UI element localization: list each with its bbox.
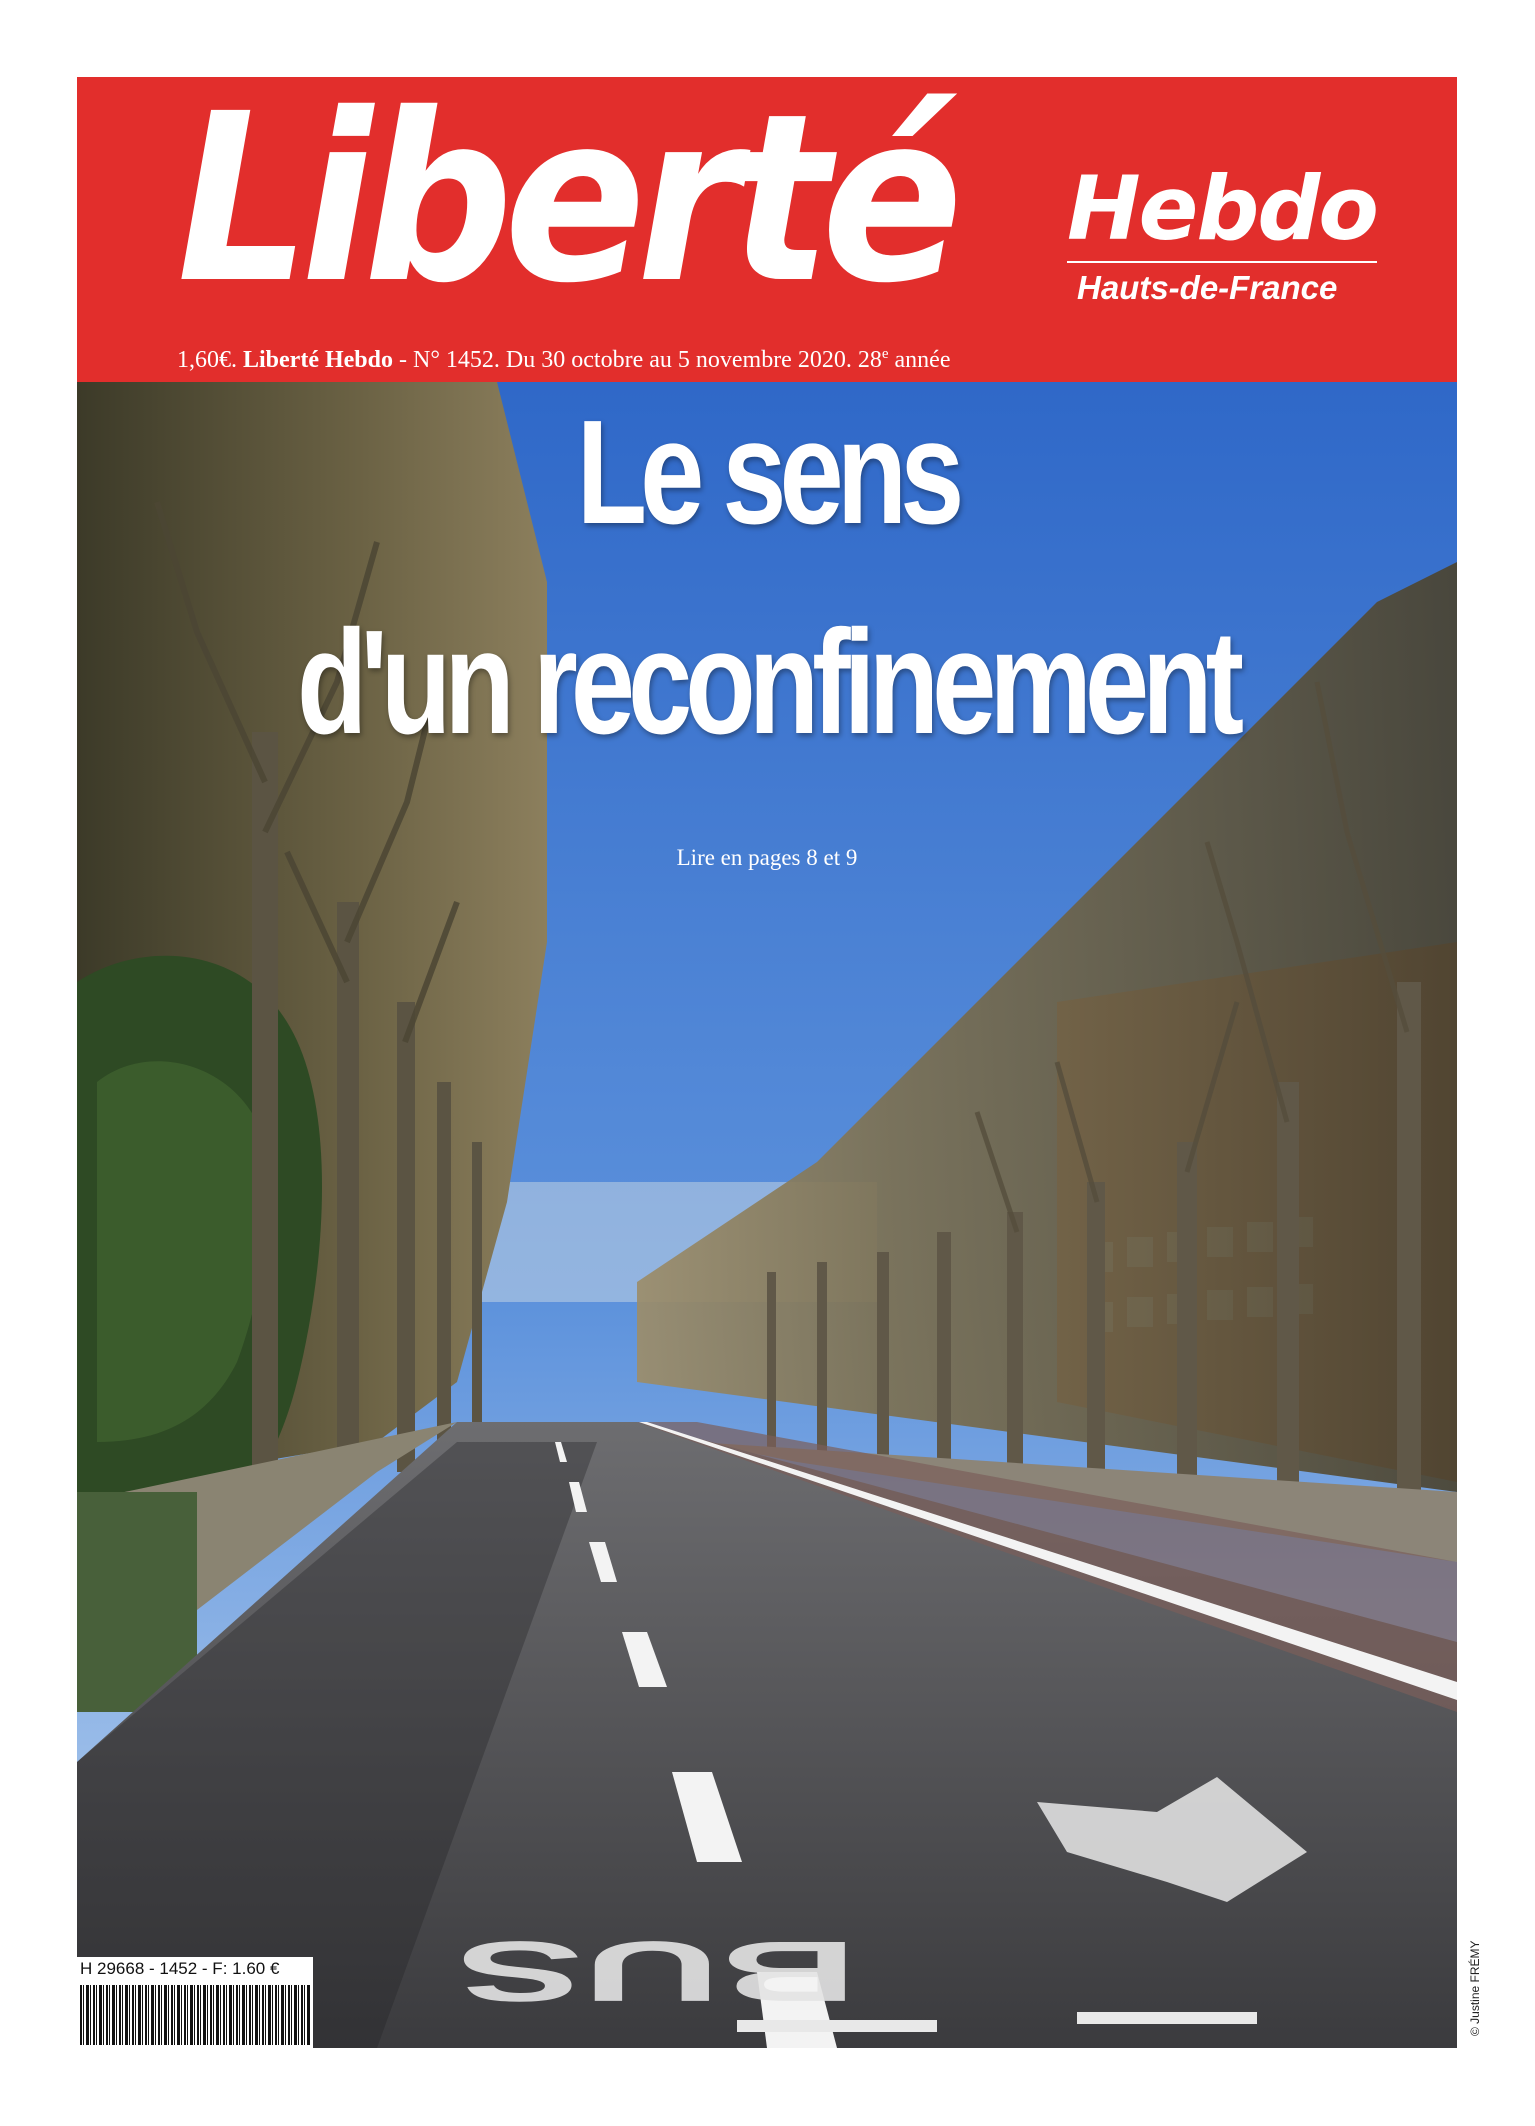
road-marking-bus: BUS <box>456 1923 858 2019</box>
issue-line <box>177 347 950 372</box>
issue-price: 1,60€. <box>177 347 237 373</box>
issue-publication: Liberté Hebdo <box>243 347 393 373</box>
issue-superscript: e <box>881 346 889 362</box>
barcode-block <box>77 1957 313 2048</box>
barcode-bars <box>80 1985 310 2045</box>
read-more-note: Lire en pages 8 et 9 <box>676 845 858 870</box>
headline-line-1: Le sens <box>576 390 958 555</box>
barcode-text: H 29668 - 1452 - F: 1.60 € <box>80 1959 280 1978</box>
magazine-cover <box>77 77 1457 2048</box>
issue-details: - N° 1452. Du 30 octobre au 5 novembre 2020. 28 <box>399 347 882 373</box>
logo-region: Hauts-de-France <box>1077 269 1338 306</box>
headline-line-2: d'un reconfinement <box>296 600 1238 765</box>
logo-divider <box>1067 261 1377 263</box>
masthead <box>77 77 1457 382</box>
logo-liberte: Liberté <box>177 77 955 334</box>
logo-hebdo: Hebdo <box>1067 157 1377 260</box>
photo-credit: © Justine FRÉMY <box>1468 1940 1482 2036</box>
issue-year: année <box>894 347 951 373</box>
